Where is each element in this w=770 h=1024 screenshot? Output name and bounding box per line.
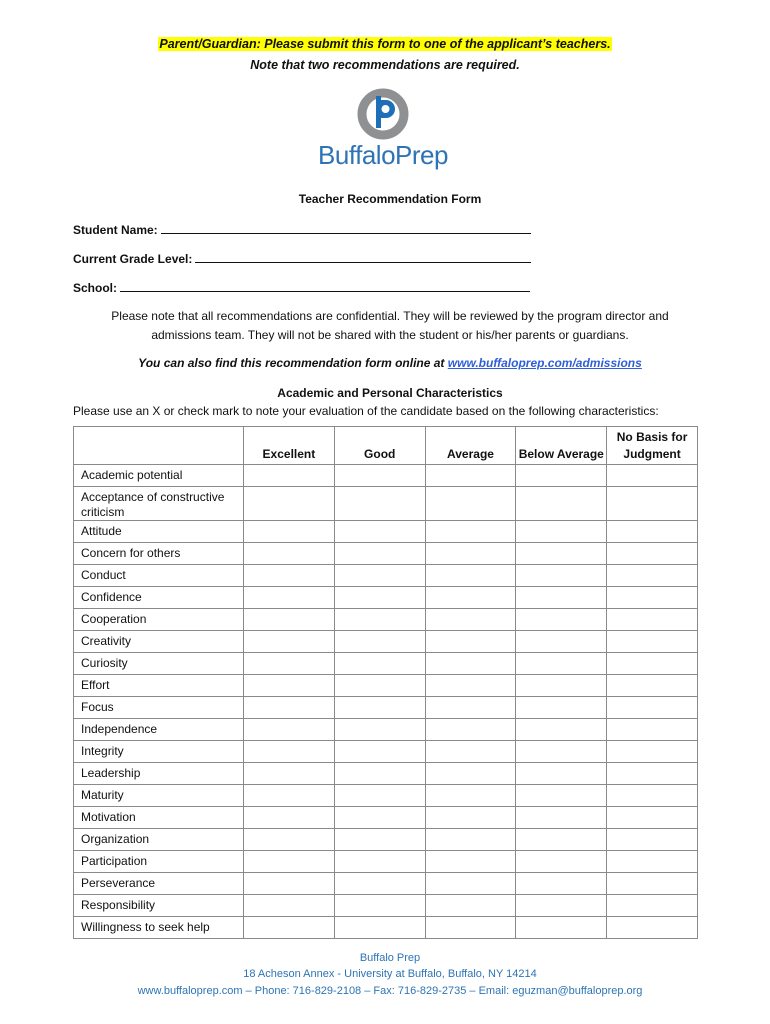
rating-cell-average[interactable] <box>425 763 516 785</box>
characteristic-label: Concern for others <box>74 543 244 565</box>
rating-cell-no-basis[interactable] <box>607 675 698 697</box>
table-row <box>74 587 698 609</box>
rating-cell-good[interactable] <box>334 917 425 939</box>
rating-cell-no-basis[interactable] <box>607 719 698 741</box>
form-title: Teacher Recommendation Form <box>298 192 482 206</box>
rating-cell-excellent[interactable] <box>244 829 335 851</box>
table-row <box>74 851 698 873</box>
rating-cell-below-average[interactable] <box>516 653 607 675</box>
logo-wordmark: BuffaloPrep <box>318 140 448 170</box>
table-row <box>74 917 698 939</box>
rating-cell-good[interactable] <box>334 741 425 763</box>
characteristics-table <box>73 426 698 939</box>
header-average: Average <box>425 427 516 465</box>
parent-notice-text: Parent/Guardian: Please submit this form to one of the applicant’s teachers. <box>159 37 611 51</box>
rating-cell-good[interactable] <box>334 587 425 609</box>
rating-cell-no-basis[interactable] <box>607 521 698 543</box>
rating-cell-excellent[interactable] <box>244 917 335 939</box>
table-row <box>74 521 698 543</box>
rating-cell-good[interactable] <box>334 895 425 917</box>
characteristic-label: Conduct <box>74 565 244 587</box>
rating-cell-no-basis[interactable] <box>607 465 698 487</box>
table-row <box>74 487 698 521</box>
rating-cell-below-average[interactable] <box>516 521 607 543</box>
section-title: Academic and Personal Characteristics <box>277 386 503 400</box>
characteristic-label: Academic potential <box>74 465 244 487</box>
header-no-basis: No Basis for Judgment <box>607 427 698 465</box>
rating-cell-below-average[interactable] <box>516 465 607 487</box>
two-recommendations-note: Note that two recommendations are required. <box>250 58 520 72</box>
buffalo-prep-logo <box>310 88 460 180</box>
characteristic-label: Responsibility <box>74 895 244 917</box>
rating-cell-below-average[interactable] <box>516 851 607 873</box>
rating-cell-no-basis[interactable] <box>607 697 698 719</box>
rating-cell-average[interactable] <box>425 521 516 543</box>
rating-cell-good[interactable] <box>334 697 425 719</box>
characteristic-label: Effort <box>74 675 244 697</box>
rating-cell-good[interactable] <box>334 565 425 587</box>
characteristic-label: Leadership <box>74 763 244 785</box>
online-form-note <box>0 356 770 370</box>
rating-cell-below-average[interactable] <box>516 609 607 631</box>
rating-cell-average[interactable] <box>425 675 516 697</box>
rating-cell-excellent[interactable] <box>244 587 335 609</box>
rating-cell-excellent[interactable] <box>244 521 335 543</box>
rating-cell-below-average[interactable] <box>516 785 607 807</box>
rating-cell-average[interactable] <box>425 785 516 807</box>
rating-cell-below-average[interactable] <box>516 487 607 521</box>
logo-b-counter <box>382 105 390 113</box>
characteristic-label: Willingness to seek help <box>74 917 244 939</box>
table-row <box>74 895 698 917</box>
rating-cell-good[interactable] <box>334 521 425 543</box>
rating-cell-excellent[interactable] <box>244 785 335 807</box>
student-name-line[interactable] <box>161 221 531 234</box>
characteristic-label: Integrity <box>74 741 244 763</box>
rating-cell-below-average[interactable] <box>516 829 607 851</box>
rating-cell-no-basis[interactable] <box>607 653 698 675</box>
student-name-field[interactable] <box>73 221 531 237</box>
footer-address: 18 Acheson Annex - University at Buffalo, Buffalo, NY 14214 <box>243 968 537 980</box>
rating-cell-no-basis[interactable] <box>607 763 698 785</box>
rating-cell-good[interactable] <box>334 543 425 565</box>
grade-level-field[interactable] <box>73 250 531 266</box>
rating-cell-good[interactable] <box>334 829 425 851</box>
parent-notice <box>0 37 770 51</box>
table-row <box>74 763 698 785</box>
rating-cell-no-basis[interactable] <box>607 565 698 587</box>
school-field[interactable] <box>73 279 530 295</box>
school-label: School: <box>73 281 117 295</box>
confidential-note: Please note that all recommendations are confidential. They will be reviewed by the program director and admissions team. They will not be shared with the student or his/her parents or guardians. <box>111 309 669 342</box>
table-row <box>74 741 698 763</box>
characteristic-label: Cooperation <box>74 609 244 631</box>
rating-cell-average[interactable] <box>425 653 516 675</box>
rating-cell-good[interactable] <box>334 719 425 741</box>
footer-contact: www.buffaloprep.com – Phone: 716-829-2108 – Fax: 716-829-2735 – Email: eguzman@buffaloprep.org <box>137 985 643 997</box>
rating-cell-below-average[interactable] <box>516 917 607 939</box>
characteristic-label: Attitude <box>74 521 244 543</box>
characteristic-label: Acceptance of constructive criticism <box>74 487 244 521</box>
rating-cell-average[interactable] <box>425 631 516 653</box>
rating-cell-excellent[interactable] <box>244 807 335 829</box>
rating-cell-no-basis[interactable] <box>607 785 698 807</box>
rating-cell-excellent[interactable] <box>244 763 335 785</box>
characteristic-label: Independence <box>74 719 244 741</box>
rating-cell-excellent[interactable] <box>244 719 335 741</box>
rating-cell-excellent[interactable] <box>244 653 335 675</box>
rating-cell-no-basis[interactable] <box>607 631 698 653</box>
rating-cell-average[interactable] <box>425 917 516 939</box>
table-row <box>74 653 698 675</box>
rating-cell-average[interactable] <box>425 719 516 741</box>
rating-cell-no-basis[interactable] <box>607 917 698 939</box>
table-body <box>74 465 698 939</box>
school-line[interactable] <box>120 279 530 292</box>
rating-cell-below-average[interactable] <box>516 587 607 609</box>
rating-cell-excellent[interactable] <box>244 675 335 697</box>
rating-cell-no-basis[interactable] <box>607 851 698 873</box>
rating-cell-excellent[interactable] <box>244 543 335 565</box>
admissions-link[interactable]: www.buffaloprep.com/admissions <box>447 356 642 370</box>
characteristic-label: Creativity <box>74 631 244 653</box>
rating-cell-below-average[interactable] <box>516 873 607 895</box>
grade-level-line[interactable] <box>195 250 531 263</box>
rating-cell-average[interactable] <box>425 565 516 587</box>
rating-cell-below-average[interactable] <box>516 807 607 829</box>
rating-cell-no-basis[interactable] <box>607 807 698 829</box>
table-row <box>74 785 698 807</box>
characteristic-label: Confidence <box>74 587 244 609</box>
instructions: Please use an X or check mark to note your evaluation of the candidate based on the following characteristics: <box>73 404 659 418</box>
rating-cell-good[interactable] <box>334 653 425 675</box>
table-row <box>74 631 698 653</box>
rating-cell-average[interactable] <box>425 895 516 917</box>
rating-cell-average[interactable] <box>425 697 516 719</box>
table-row <box>74 675 698 697</box>
rating-cell-average[interactable] <box>425 609 516 631</box>
student-name-label: Student Name: <box>73 223 158 237</box>
table-row <box>74 543 698 565</box>
table-row <box>74 465 698 487</box>
rating-cell-below-average[interactable] <box>516 565 607 587</box>
rating-cell-good[interactable] <box>334 785 425 807</box>
table-row <box>74 829 698 851</box>
header-good: Good <box>334 427 425 465</box>
footer-org-name: Buffalo Prep <box>359 952 421 964</box>
rating-cell-excellent[interactable] <box>244 851 335 873</box>
buffalo-prep-logo-mark <box>310 88 460 140</box>
rating-cell-below-average[interactable] <box>516 741 607 763</box>
characteristic-label: Participation <box>74 851 244 873</box>
table-row <box>74 807 698 829</box>
header-excellent: Excellent <box>244 427 335 465</box>
header-characteristic <box>74 427 244 465</box>
rating-cell-average[interactable] <box>425 851 516 873</box>
rating-cell-no-basis[interactable] <box>607 587 698 609</box>
rating-cell-good[interactable] <box>334 631 425 653</box>
rating-cell-below-average[interactable] <box>516 895 607 917</box>
rating-cell-good[interactable] <box>334 675 425 697</box>
rating-cell-good[interactable] <box>334 487 425 521</box>
rating-cell-good[interactable] <box>334 873 425 895</box>
characteristic-label: Maturity <box>74 785 244 807</box>
rating-cell-good[interactable] <box>334 609 425 631</box>
rating-cell-below-average[interactable] <box>516 719 607 741</box>
table-row <box>74 697 698 719</box>
rating-cell-average[interactable] <box>425 587 516 609</box>
rating-cell-excellent[interactable] <box>244 465 335 487</box>
rating-cell-below-average[interactable] <box>516 697 607 719</box>
table-row <box>74 719 698 741</box>
online-form-prefix: You can also find this recommendation form online at <box>138 356 445 370</box>
rating-cell-average[interactable] <box>425 543 516 565</box>
grade-level-label: Current Grade Level: <box>73 252 193 266</box>
rating-cell-below-average[interactable] <box>516 543 607 565</box>
rating-cell-excellent[interactable] <box>244 741 335 763</box>
header-below-average: Below Average <box>516 427 607 465</box>
rating-cell-excellent[interactable] <box>244 487 335 521</box>
rating-cell-no-basis[interactable] <box>607 895 698 917</box>
rating-cell-excellent[interactable] <box>244 697 335 719</box>
rating-cell-excellent[interactable] <box>244 565 335 587</box>
rating-cell-excellent[interactable] <box>244 895 335 917</box>
rating-cell-excellent[interactable] <box>244 873 335 895</box>
characteristic-label: Motivation <box>74 807 244 829</box>
table-row <box>74 609 698 631</box>
table-header-row <box>74 427 698 465</box>
rating-cell-below-average[interactable] <box>516 631 607 653</box>
rating-cell-no-basis[interactable] <box>607 543 698 565</box>
rating-cell-no-basis[interactable] <box>607 741 698 763</box>
rating-cell-good[interactable] <box>334 763 425 785</box>
rating-cell-good[interactable] <box>334 851 425 873</box>
rating-cell-excellent[interactable] <box>244 631 335 653</box>
rating-cell-good[interactable] <box>334 807 425 829</box>
characteristic-label: Organization <box>74 829 244 851</box>
rating-cell-below-average[interactable] <box>516 675 607 697</box>
rating-cell-good[interactable] <box>334 465 425 487</box>
rating-cell-no-basis[interactable] <box>607 609 698 631</box>
rating-cell-average[interactable] <box>425 873 516 895</box>
rating-cell-no-basis[interactable] <box>607 829 698 851</box>
rating-cell-average[interactable] <box>425 465 516 487</box>
rating-cell-average[interactable] <box>425 487 516 521</box>
characteristic-label: Curiosity <box>74 653 244 675</box>
characteristic-label: Focus <box>74 697 244 719</box>
rating-cell-no-basis[interactable] <box>607 873 698 895</box>
rating-cell-average[interactable] <box>425 807 516 829</box>
table-row <box>74 873 698 895</box>
table-row <box>74 565 698 587</box>
rating-cell-no-basis[interactable] <box>607 487 698 521</box>
rating-cell-average[interactable] <box>425 741 516 763</box>
characteristic-label: Perseverance <box>74 873 244 895</box>
rating-cell-average[interactable] <box>425 829 516 851</box>
rating-cell-below-average[interactable] <box>516 763 607 785</box>
rating-cell-excellent[interactable] <box>244 609 335 631</box>
